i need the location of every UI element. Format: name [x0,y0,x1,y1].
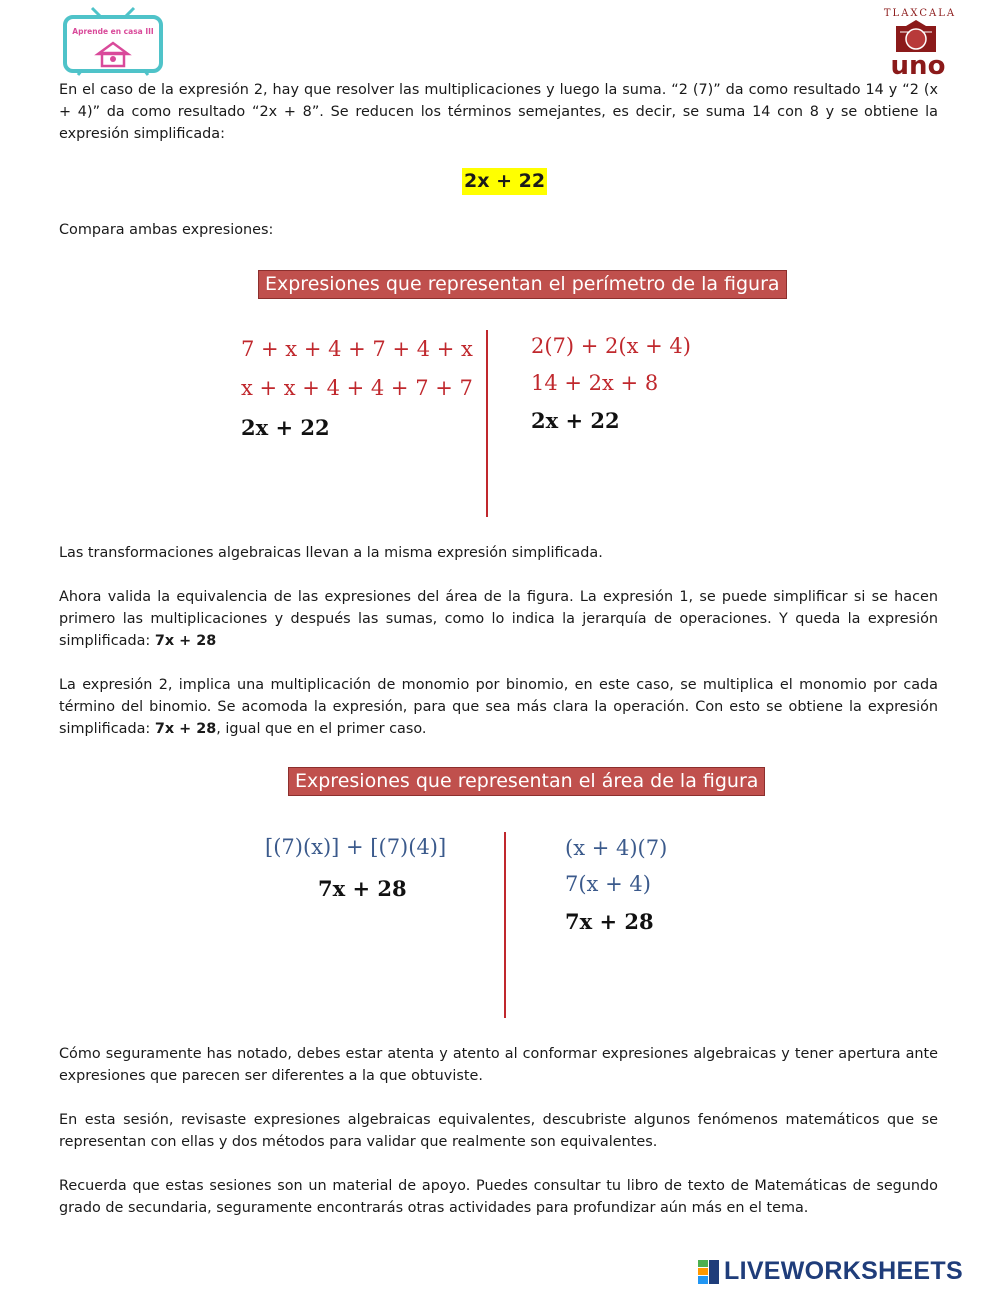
area-paragraph-1-result: 7x + 28 [154,633,217,649]
liveworksheets-footer [698,1257,994,1285]
area-divider [504,832,506,1018]
closing-paragraph-2: En esta sesión, revisaste expresiones algebraicas equivalentes, descubriste algunos fenómenos matemáticos que se representan con ellas y dos métodos para validar que realmente son equivalentes. [59,1112,938,1150]
area-right-expression: (x + 4)(7) [565,836,668,860]
area-paragraph-1-text: Ahora valida la equivalencia de las expresiones del área de la figura. La expresión 1, se puede simplificar si se hacen primero las multiplicaciones y después las sumas, como lo indica la jerarquía de operaciones. Y queda la expresión simplificada: [59,589,938,649]
perimeter-left-expression: x + x + 4 + 4 + 7 + 7 [241,376,473,400]
tv-icon [62,6,164,76]
area-paragraph-2-tail: , igual que en el primer caso. [216,721,427,737]
area-paragraph-2 [59,674,938,740]
perimeter-divider [486,330,488,517]
logo-state-text: TLAXCALA [883,8,957,19]
area-banner: Expresiones que representan el área de la figura [288,767,765,796]
compare-label: Compara ambas expresiones: [59,222,274,238]
liveworksheets-logo-icon [698,1260,720,1284]
perimeter-banner: Expresiones que representan el perímetro de la figura [258,270,787,299]
area-right-expression: 7(x + 4) [565,872,651,896]
perimeter-right-expression: 14 + 2x + 8 [531,371,659,395]
transformations-text: Las transformaciones algebraicas llevan a la misma expresión simplificada. [59,545,603,561]
liveworksheets-brand-text: LIVEWORKSHEETS [724,1257,963,1285]
area-paragraph-1 [59,586,938,652]
area-left-expression: [(7)(x)] + [(7)(4)] [265,835,447,859]
logo-word: uno [890,51,946,81]
area-paragraph-2-text: La expresión 2, implica una multiplicación de monomio por binomio, en este caso, se multiplica el monomio por cada término del binomio. Se acomoda la expresión, para que sea más clara la operación. Con esto se obtiene la expresión simplificada: [59,677,938,737]
perimeter-left-result: 2x + 22 [241,415,330,440]
simplified-expression-highlight: 2x + 22 [462,168,547,195]
area-right-result: 7x + 28 [565,909,654,934]
school-logo [872,8,962,82]
closing-paragraph-3: Recuerda que estas sesiones son un material de apoyo. Puedes consultar tu libro de texto de Matemáticas de segundo grado de secundaria, seguramente encontrarás otras actividades para profundizar aún más en el tema. [59,1178,938,1216]
logo-label: Aprende en casa III [72,27,154,36]
perimeter-left-expression: 7 + x + 4 + 7 + 4 + x [241,337,473,361]
closing-paragraph-1: Cómo seguramente has notado, debes estar atenta y atento al conformar expresiones algebraicas y tener apertura ante expresiones que parecen ser diferentes a la que obtuviste. [59,1046,938,1084]
perimeter-right-expression: 2(7) + 2(x + 4) [531,334,691,358]
perimeter-right-result: 2x + 22 [531,408,620,433]
area-paragraph-2-result: 7x + 28 [154,721,217,737]
area-left-result: 7x + 28 [318,876,407,901]
aprende-en-casa-logo [62,6,164,76]
intro-paragraph: En el caso de la expresión 2, hay que resolver las multiplicaciones y luego la suma. “2 (7)” da como resultado 14 y “2 (x + 4)” da como resultado “2x + 8”. Se reducen los términos semejantes, es decir, se suma 14 con 8 y se obtiene la expresión simplificada: [59,82,938,142]
